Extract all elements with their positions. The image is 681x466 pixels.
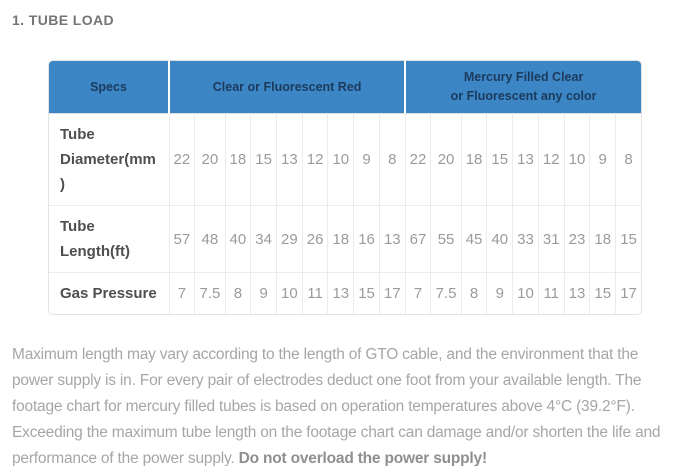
value-cell: 67 (405, 206, 431, 273)
value-cell: 8 (379, 114, 405, 206)
value-cell: 29 (276, 206, 302, 273)
value-cell: 18 (225, 114, 251, 206)
value-cell: 40 (487, 206, 513, 273)
note-text: Maximum length may vary according to the length of GTO cable, and the environment that the power supply is in. For every pair of electrodes deduct one foot from your available length. The footage chart for mercury filled tubes is based on operation temperatures above 4°C (39.2°F). Exceeding the maximum tube length on the footage chart can damage and/or shorten the life and performance of the power supply. (12, 346, 661, 466)
value-cell: 33 (513, 206, 539, 273)
header-clear-red-cell: Clear or Fluorescent Red (169, 61, 405, 114)
table-row-tube-length (49, 206, 641, 273)
value-cell: 31 (538, 206, 564, 273)
value-cell: 18 (328, 206, 354, 273)
value-cell: 13 (328, 273, 354, 315)
value-cell: 10 (276, 273, 302, 315)
value-cell: 55 (431, 206, 461, 273)
value-cell: 7.5 (195, 273, 225, 315)
value-cell: 15 (590, 273, 616, 315)
header-mercury-line-2: or Fluorescent any color (450, 89, 597, 103)
value-cell: 9 (251, 273, 277, 315)
table-row-tube-diameter (49, 114, 641, 206)
value-cell: 13 (276, 114, 302, 206)
value-cell: 17 (379, 273, 405, 315)
value-cell: 15 (251, 114, 277, 206)
value-cell: 17 (616, 273, 641, 315)
value-cell: 9 (487, 273, 513, 315)
value-cell: 15 (354, 273, 380, 315)
row-label-gas-pressure: Gas Pressure (49, 273, 169, 315)
value-cell: 18 (461, 114, 487, 206)
value-cell: 48 (195, 206, 225, 273)
page-title: 1. TUBE LOAD (12, 12, 115, 28)
value-cell: 12 (302, 114, 328, 206)
value-cell: 12 (538, 114, 564, 206)
value-cell: 22 (405, 114, 431, 206)
value-cell: 9 (590, 114, 616, 206)
value-cell: 10 (513, 273, 539, 315)
value-cell: 13 (564, 273, 590, 315)
value-cell: 10 (328, 114, 354, 206)
value-cell: 23 (564, 206, 590, 273)
header-row (49, 61, 641, 114)
value-cell: 22 (169, 114, 195, 206)
row-label-tube-length: Tube Length(ft) (49, 206, 169, 273)
value-cell: 8 (616, 114, 641, 206)
header-specs-cell: Specs (49, 61, 169, 114)
header-mercury-line-1: Mercury Filled Clear (463, 70, 584, 84)
value-cell: 18 (590, 206, 616, 273)
value-cell: 13 (513, 114, 539, 206)
value-cell: 57 (169, 206, 195, 273)
value-cell: 9 (354, 114, 380, 206)
value-cell: 7.5 (431, 273, 461, 315)
value-cell: 16 (354, 206, 380, 273)
value-cell: 13 (379, 206, 405, 273)
table-body (49, 114, 641, 315)
table-header (49, 61, 641, 114)
value-cell: 11 (302, 273, 328, 315)
note-paragraph (12, 342, 669, 466)
value-cell: 20 (431, 114, 461, 206)
value-cell: 45 (461, 206, 487, 273)
row-label-tube-diameter: Tube Diameter(mm ) (49, 114, 169, 206)
value-cell: 7 (405, 273, 431, 315)
value-cell: 7 (169, 273, 195, 315)
value-cell: 8 (461, 273, 487, 315)
tube-load-table (49, 61, 641, 314)
value-cell: 40 (225, 206, 251, 273)
value-cell: 8 (225, 273, 251, 315)
note-bold-warning: Do not overload the power supply! (238, 450, 487, 466)
value-cell: 26 (302, 206, 328, 273)
header-mercury-cell (405, 61, 641, 114)
value-cell: 15 (487, 114, 513, 206)
value-cell: 11 (538, 273, 564, 315)
value-cell: 10 (564, 114, 590, 206)
value-cell: 15 (616, 206, 641, 273)
table-row-gas-pressure (49, 273, 641, 315)
value-cell: 34 (251, 206, 277, 273)
value-cell: 20 (195, 114, 225, 206)
tube-load-table-container (48, 60, 642, 315)
